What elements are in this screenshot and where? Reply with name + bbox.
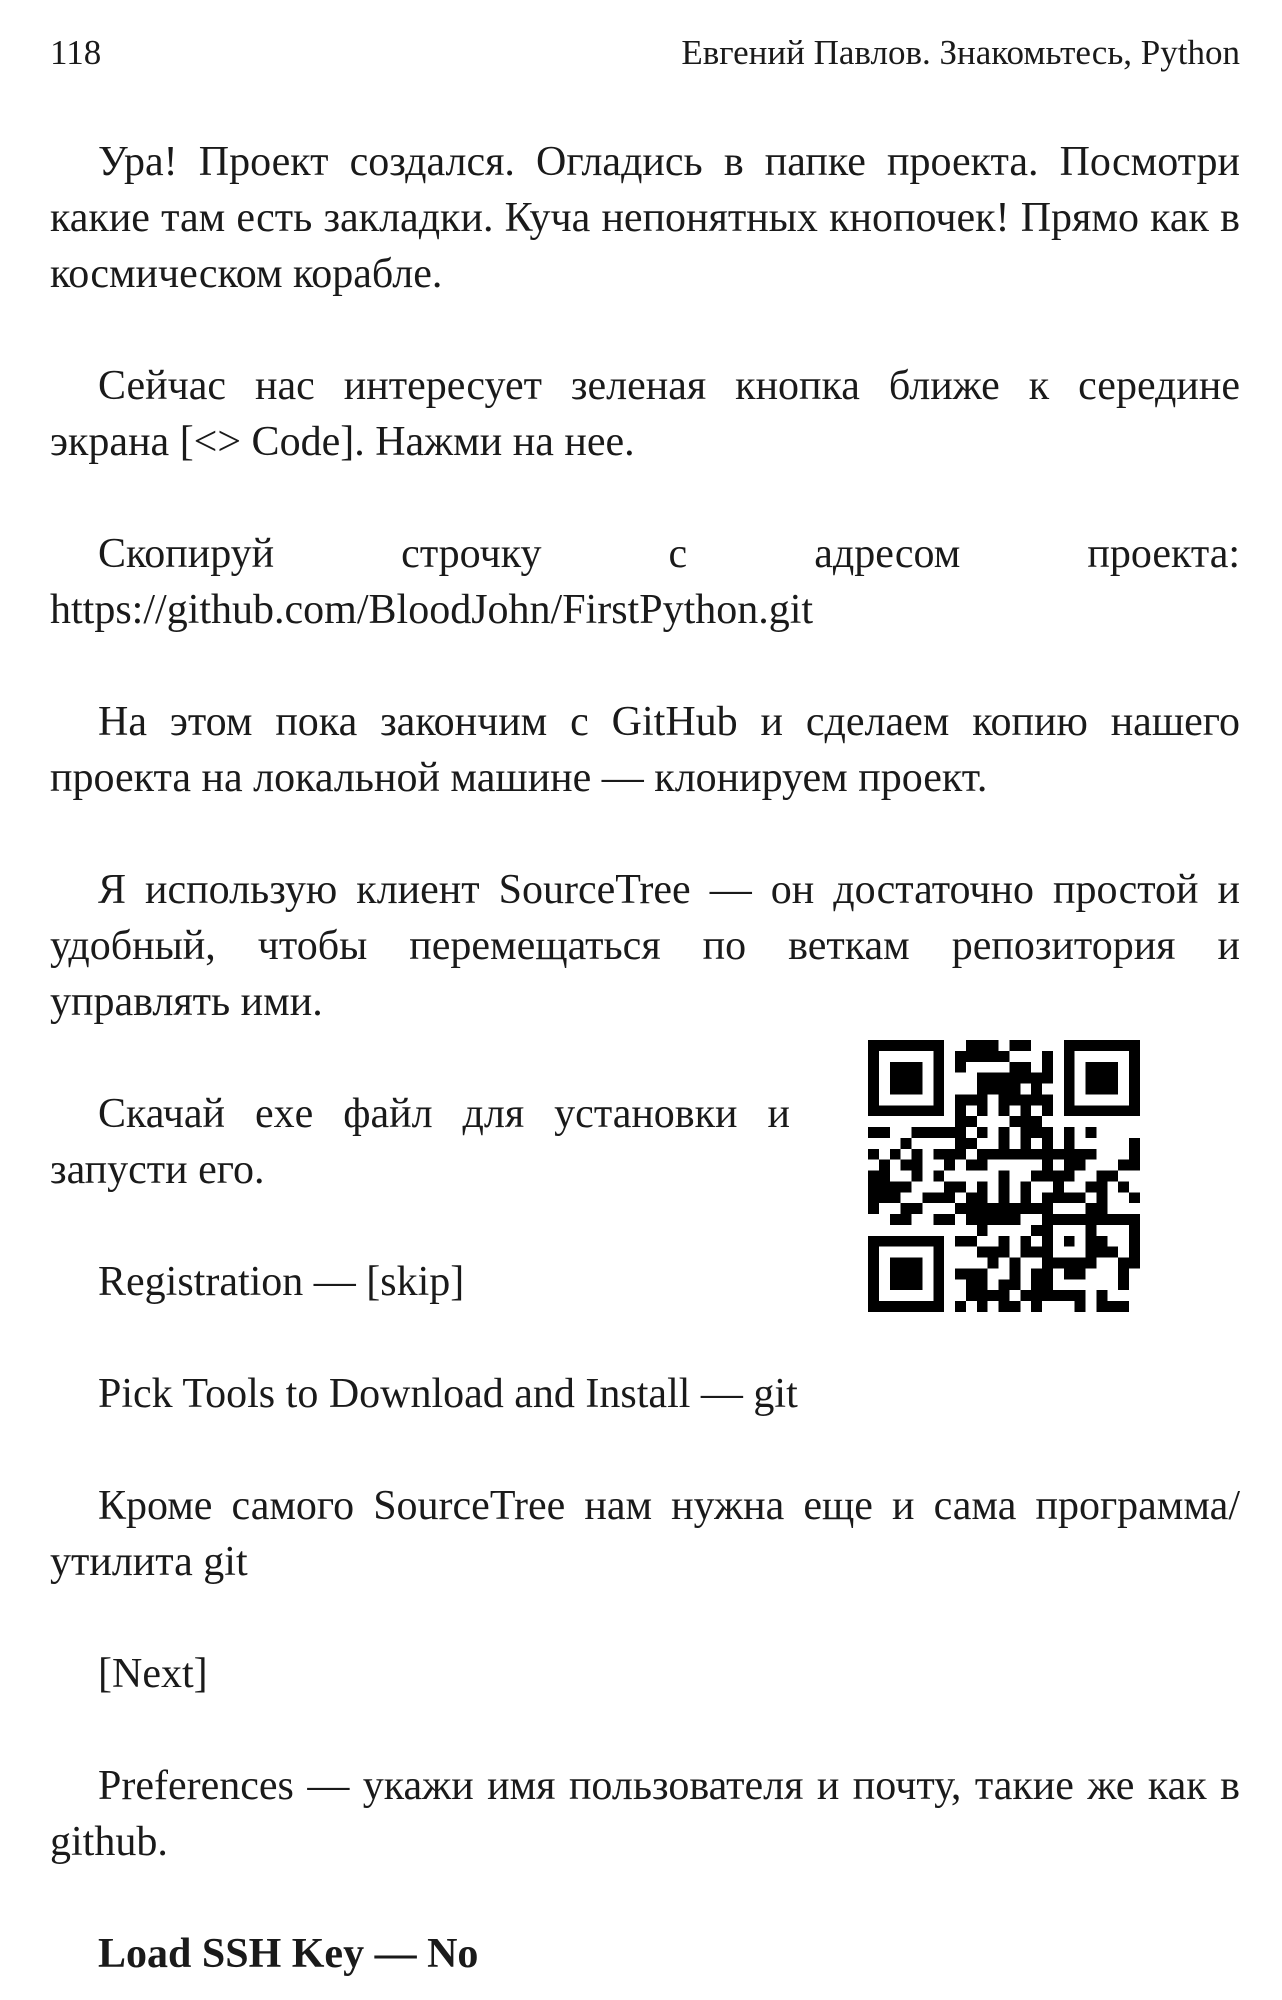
paragraph-registration-skip: Registration — [skip] (98, 1259, 465, 1305)
paragraph-download-exe: Скачай exe файл для установки и запусти его. (50, 1091, 790, 1193)
paragraph-project-created: Ура! Проект создался. Огладись в папке проекта. Посмотри какие там есть закладки. Куча непонятных кнопочек! Прямо как в космическом корабле. (50, 139, 1240, 297)
qr-code-icon (868, 1040, 1140, 1312)
paragraph-pick-tools: Pick Tools to Download and Install — git (98, 1371, 798, 1417)
paragraph-git-utility: Кроме самого SourceTree нам нужна еще и сама программа/утилита git (50, 1483, 1240, 1585)
paragraph-sourcetree-client: Я использую клиент SourceTree — он достаточно простой и удобный, чтобы перемещаться по веткам репозитория и управлять ими. (50, 867, 1240, 1025)
paragraph-next: [Next] (98, 1651, 208, 1697)
page-number: 118 (50, 33, 102, 72)
paragraph-load-ssh-key: Load SSH Key — No (98, 1931, 479, 1977)
paragraph-clone-project: На этом пока закончим с GitHub и сделаем копию нашего проекта на локальной машине — клонируем проект. (50, 699, 1240, 801)
paragraph-copy-url: Скопируй строчку с адресом проекта: https://github.com/BloodJohn/FirstPython.git (50, 531, 1240, 633)
running-title: Евгений Павлов. Знакомьтесь, Python (681, 33, 1240, 72)
qr-code-graphic (868, 1040, 1140, 1312)
paragraph-code-button: Сейчас нас интересует зеленая кнопка ближе к середине экрана [<> Code]. Нажми на нее. (50, 363, 1240, 465)
paragraph-preferences: Preferences — укажи имя пользователя и почту, такие же как в github. (50, 1763, 1240, 1865)
running-header (50, 28, 1240, 78)
book-page (50, 0, 1240, 2000)
